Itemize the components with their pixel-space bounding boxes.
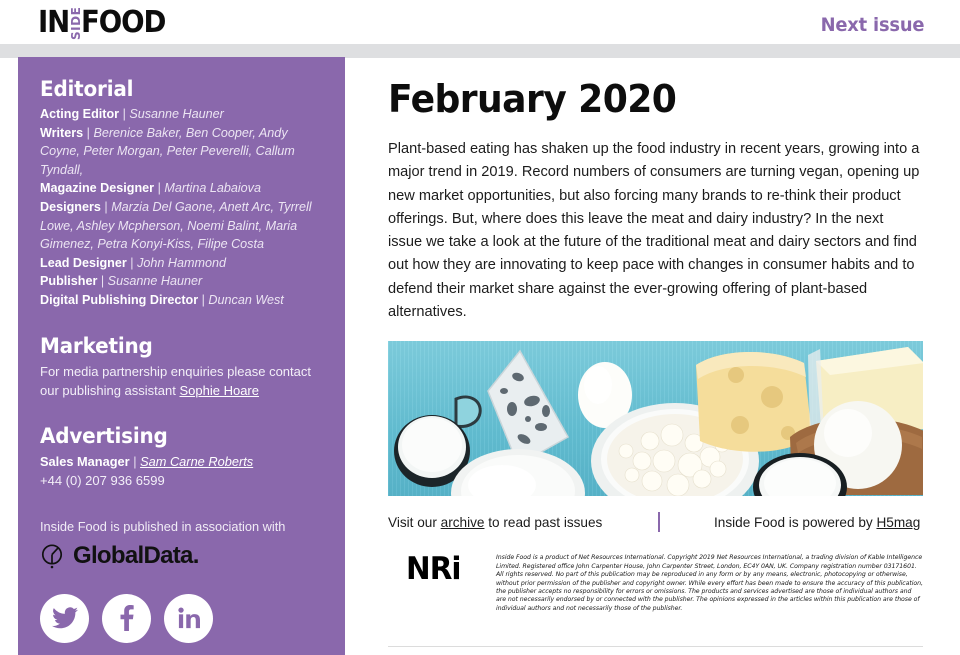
facebook-icon [120, 605, 134, 631]
advertising-phone[interactable]: +44 (0) 207 936 6599 [40, 472, 165, 488]
marketing-section [40, 334, 317, 400]
archive-link[interactable]: archive [440, 514, 485, 530]
twitter-icon [52, 607, 78, 629]
sophie-hoare-link[interactable]: Sophie Hoare [179, 382, 259, 398]
twitter-link[interactable] [40, 594, 89, 643]
social-links [40, 594, 317, 643]
linkedin-icon [178, 607, 200, 629]
powered-text-before: Inside Food is powered by [714, 514, 877, 530]
credit-name: Marzia Del Gaone, Anett Arc, Tyrrell Lowe, Ashley Mcpherson, Noemi Balint, Maria Gimenez, Petra Konyi-Kiss, Filipe Costa [40, 199, 312, 252]
linkedin-link[interactable] [164, 594, 213, 643]
hero-image [388, 341, 923, 496]
logo-text-in: IN [38, 5, 70, 40]
site-logo[interactable] [38, 5, 172, 40]
globaldata-wordmark: GlobalData. [73, 541, 199, 569]
header-divider-band [0, 44, 960, 58]
sales-manager-line [40, 452, 317, 471]
intro-paragraph: Plant-based eating has shaken up the food industry in recent years, growing into a major trend in 2019. Record numbers of consumers are turning vegan, opening up new market opportunities, but also forcing many brands to re-think their product offerings. But, where does this leave the meat and dairy industry? In the next issue we take a look at the future of the traditional meat and dairy sectors and find out how they are innovating to keep pace with changes in consumer habits and to defend their market share against the ever-growing offering of plant-based alternatives. [388, 141, 920, 321]
facebook-link[interactable] [102, 594, 151, 643]
credit-name: Duncan West [208, 292, 284, 307]
archive-link-group [388, 515, 658, 530]
archive-text-before: Visit our [388, 514, 441, 530]
credit-role: Publisher [40, 274, 98, 289]
credit-role: Lead Designer [40, 255, 127, 270]
credit-role: Acting Editor [40, 107, 120, 121]
credit-name: Martina Labaiova [164, 181, 261, 196]
footer-rule [388, 646, 923, 647]
credit-role: Designers [40, 199, 101, 214]
page-header [0, 0, 960, 44]
hero-milk-glass [752, 451, 848, 496]
nri-logo: NRi [406, 551, 461, 588]
credit-name: John Hammond [137, 255, 226, 270]
editorial-heading: Editorial [40, 77, 134, 101]
credit-separator: | [122, 107, 126, 121]
credit-separator: | [130, 255, 134, 270]
sidebar [18, 57, 345, 655]
sales-manager-label: Sales Manager [40, 453, 130, 469]
globaldata-circle-icon [40, 543, 66, 569]
page-footer [388, 551, 923, 613]
powered-by-group [714, 515, 920, 530]
marketing-text [40, 362, 317, 400]
marketing-heading: Marketing [40, 333, 153, 358]
logo-text-food: FOOD [80, 5, 166, 40]
marketing-text-body: For media partnership enquiries please contact our publishing assistant [40, 363, 311, 398]
credit-role: Writers [40, 125, 84, 140]
globaldata-logo[interactable] [40, 542, 317, 570]
h5mag-link[interactable]: H5mag [876, 514, 921, 530]
editorial-credits [40, 105, 317, 310]
footer-links-row [388, 512, 923, 532]
advertising-heading: Advertising [40, 423, 168, 448]
archive-text-after: to read past issues [484, 514, 603, 530]
credit-separator: | [104, 199, 108, 214]
association-text: Inside Food is published in association with [40, 518, 286, 534]
credit-role: Magazine Designer [40, 181, 155, 196]
legal-text: Inside Food is a product of Net Resources International. Copyright 2019 Net Resources International, a trading division of Kable Intelligence Limited. Registered office John Carpenter House, John Carpenter Street, London, EC4Y 0AN, UK. Company registration number 03171601. All rights reserved. No part of this publication may be reproduced in any form or by any means, electronic, photocopying or otherwise, without prior permission of the publisher and copyright owner. While every effort has been made to ensure the accuracy of this publication, the publisher accepts no responsibility for errors or omissions. The products and services advertised are those of individual authors and are not necessarily endorsed by or connected with the publisher. The opinions expressed in the articles within this publication are those of individual authors and not necessarily those of the publisher. [496, 554, 923, 612]
credit-role: Digital Publishing Director [40, 292, 199, 307]
links-divider [658, 512, 660, 532]
credit-name: Susanne Hauner [129, 107, 224, 121]
advertising-section [40, 424, 317, 491]
hero-yogurt-bowl [450, 445, 586, 496]
credit-separator: | [100, 274, 105, 289]
page-title: February 2020 [388, 77, 677, 121]
sam-carne-roberts-link[interactable]: Sam Carne Roberts [140, 453, 254, 469]
next-issue-link[interactable]: Next issue [820, 14, 924, 36]
credit-separator: | [157, 181, 161, 196]
credit-name: Berenice Baker, Ben Cooper, Andy Coyne, Peter Morgan, Peter Peverelli, Callum Tyndall, [40, 125, 295, 177]
credit-name: Susanne Hauner [107, 274, 203, 289]
credit-separator: | [86, 125, 90, 140]
logo-text-side: SIDE [68, 6, 83, 40]
main-content [388, 57, 923, 655]
advertising-separator: | [133, 453, 137, 469]
credit-separator: | [201, 292, 205, 307]
